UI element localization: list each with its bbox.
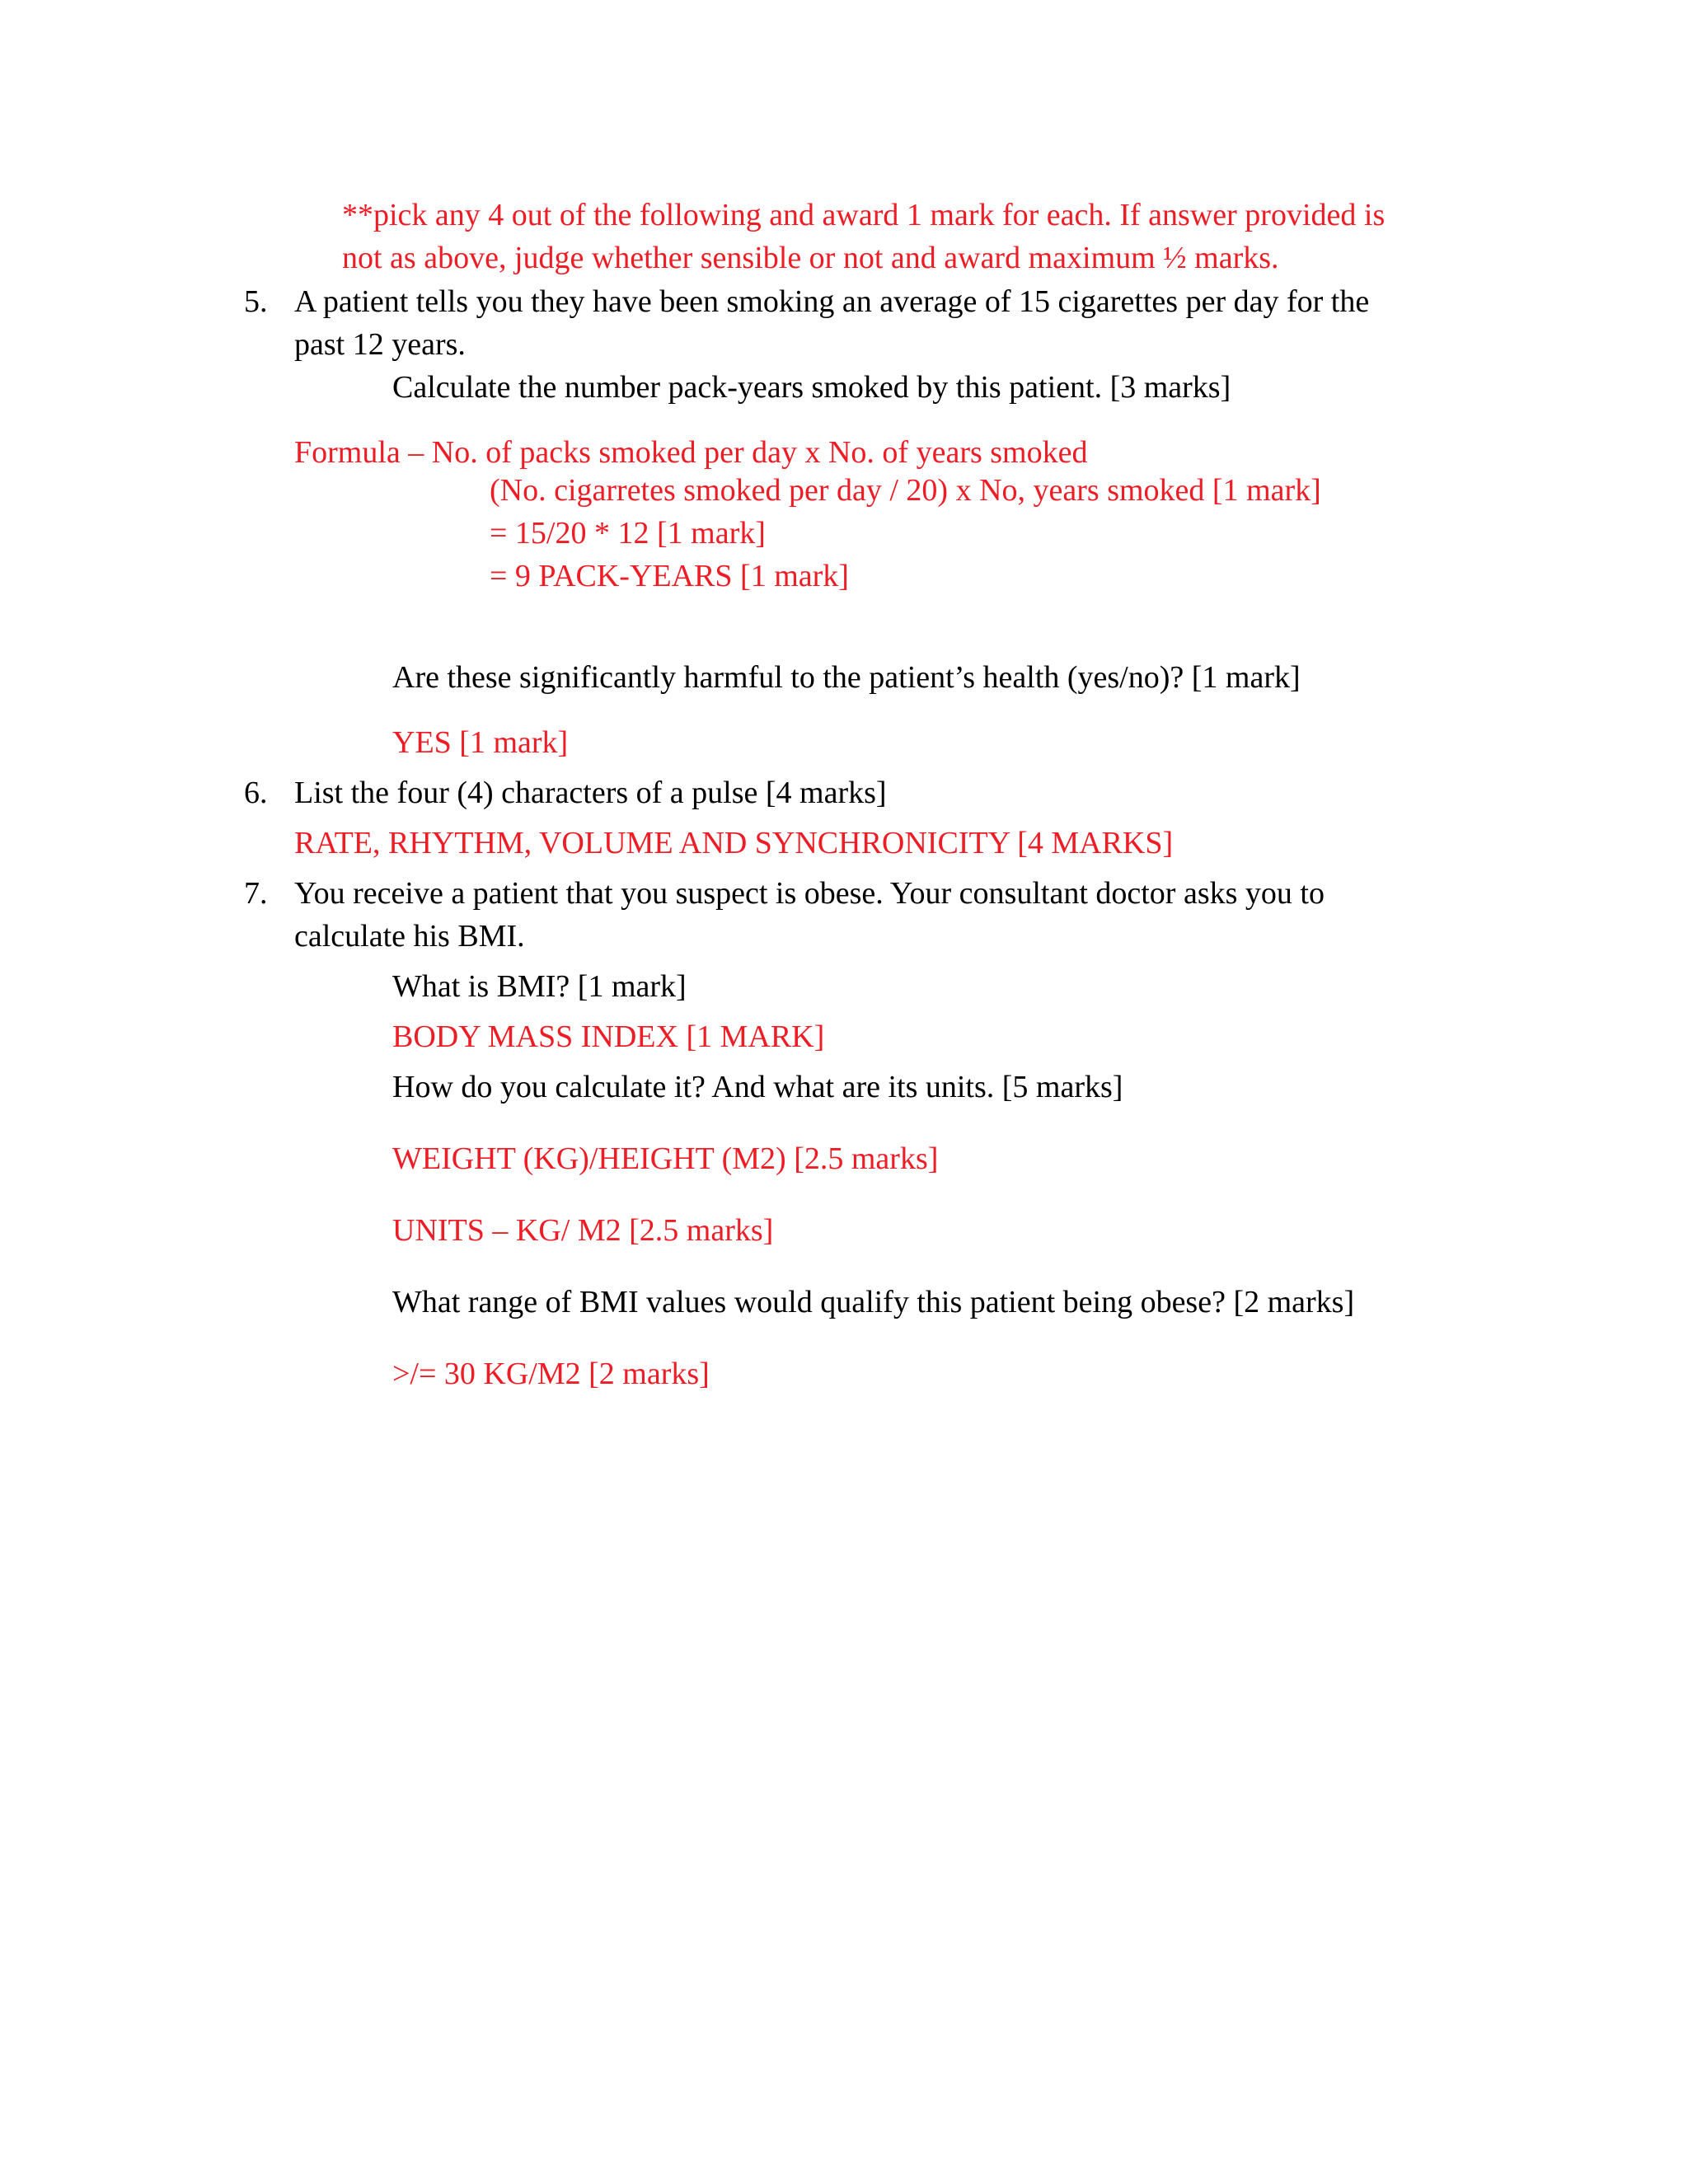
question-5-answer-step-1: (No. cigarretes smoked per day / 20) x No, years smoked [1 mark]	[490, 473, 1321, 508]
question-7-answer-obese-range: >/= 30 KG/M2 [2 marks]	[392, 1357, 710, 1391]
marking-note-line-1: **pick any 4 out of the following and award 1 mark for each. If answer provided is	[342, 198, 1386, 232]
question-5-subquestion-harmful: Are these significantly harmful to the patient’s health (yes/no)? [1 mark]	[392, 660, 1301, 695]
question-5-subquestion-pack-years: Calculate the number pack-years smoked by this patient. [3 marks]	[392, 370, 1231, 405]
question-7-text-line-1: You receive a patient that you suspect is obese. Your consultant doctor asks you to	[294, 876, 1325, 911]
question-5-answer-formula: Formula – No. of packs smoked per day x No. of years smoked	[294, 435, 1088, 470]
question-7-answer-formula: WEIGHT (KG)/HEIGHT (M2) [2.5 marks]	[392, 1141, 939, 1176]
question-5-answer-harmful: YES [1 mark]	[392, 725, 569, 760]
question-6-text: List the four (4) characters of a pulse [4 marks]	[294, 776, 887, 810]
question-7-answer-units: UNITS – KG/ M2 [2.5 marks]	[392, 1213, 774, 1248]
question-6-answer: RATE, RHYTHM, VOLUME AND SYNCHRONICITY [4 MARKS]	[294, 826, 1174, 860]
question-5-number: 5.	[244, 284, 268, 319]
question-6-number: 6.	[244, 776, 268, 810]
question-7-subquestion-what-is-bmi: What is BMI? [1 mark]	[392, 969, 687, 1004]
question-7-subquestion-calculate: How do you calculate it? And what are its units. [5 marks]	[392, 1070, 1123, 1104]
question-7-number: 7.	[244, 876, 268, 911]
question-5-text-line-2: past 12 years.	[294, 327, 466, 362]
question-5-text-line-1: A patient tells you they have been smoking an average of 15 cigarettes per day for the	[294, 284, 1370, 319]
question-5-answer-step-3: = 9 PACK-YEARS [1 mark]	[490, 559, 849, 593]
question-7-subquestion-obese-range: What range of BMI values would qualify this patient being obese? [2 marks]	[392, 1285, 1355, 1319]
question-7-answer-what-is-bmi: BODY MASS INDEX [1 MARK]	[392, 1019, 825, 1054]
marking-note-line-2: not as above, judge whether sensible or not and award maximum ½ marks.	[342, 241, 1279, 275]
question-5-answer-step-2: = 15/20 * 12 [1 mark]	[490, 516, 766, 551]
question-7-text-line-2: calculate his BMI.	[294, 919, 525, 954]
